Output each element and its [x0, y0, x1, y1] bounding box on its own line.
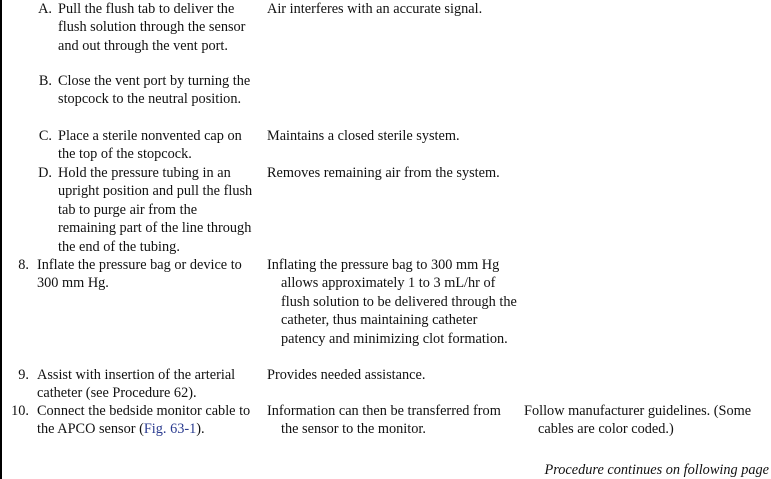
step-rationale: Inflating the pressure bag to 300 mm Hg allows approximately 1 to 3 mL/hr of flush solution to be delivered through the catheter, thus maintaining catheter patency and minimizing clot formation.: [267, 257, 517, 347]
figure-link[interactable]: Fig. 63-1: [143, 421, 197, 438]
step-rationale: Maintains a closed sterile system.: [267, 128, 460, 144]
step-action-text: Connect the bedside monitor cable to the APCO sensor (: [37, 403, 251, 438]
step-label: 9.: [18, 367, 29, 383]
step-label: 8.: [18, 257, 29, 273]
step-action: [37, 402, 255, 439]
step-action: Close the vent port by turning the stopcock to the neutral position.: [58, 73, 251, 108]
step-rationale: Removes remaining air from the system.: [267, 165, 500, 181]
special-considerations: Follow manufacturer guidelines. (Some cables are color coded.): [524, 403, 752, 438]
step-label: A.: [38, 1, 52, 17]
step-action: Pull the flush tab to deliver the flush solution through the sensor and out through the vent port.: [58, 1, 246, 54]
step-action: Place a sterile nonvented cap on the top of the stopcock.: [58, 128, 242, 163]
step-rationale: Information can then be transferred from the sensor to the monitor.: [267, 403, 501, 438]
step-label: D.: [38, 165, 52, 181]
step-rationale: Provides needed assistance.: [267, 367, 426, 383]
step-action: Inflate the pressure bag or device to 300 mm Hg.: [37, 257, 242, 292]
step-label: 10.: [11, 403, 29, 419]
step-label: B.: [38, 73, 52, 89]
step-rationale: Air interferes with an accurate signal.: [267, 1, 483, 17]
step-action: Hold the pressure tubing in an upright position and pull the flush tab to purge air from the remaining part of the line through the end of the tubing.: [58, 165, 253, 255]
step-label: C.: [38, 128, 52, 144]
continuation-note: Procedure continues on following page: [544, 462, 769, 478]
step-action: Assist with insertion of the arterial catheter (see Procedure 62).: [37, 367, 236, 402]
step-action-text-end: ).: [196, 421, 205, 438]
